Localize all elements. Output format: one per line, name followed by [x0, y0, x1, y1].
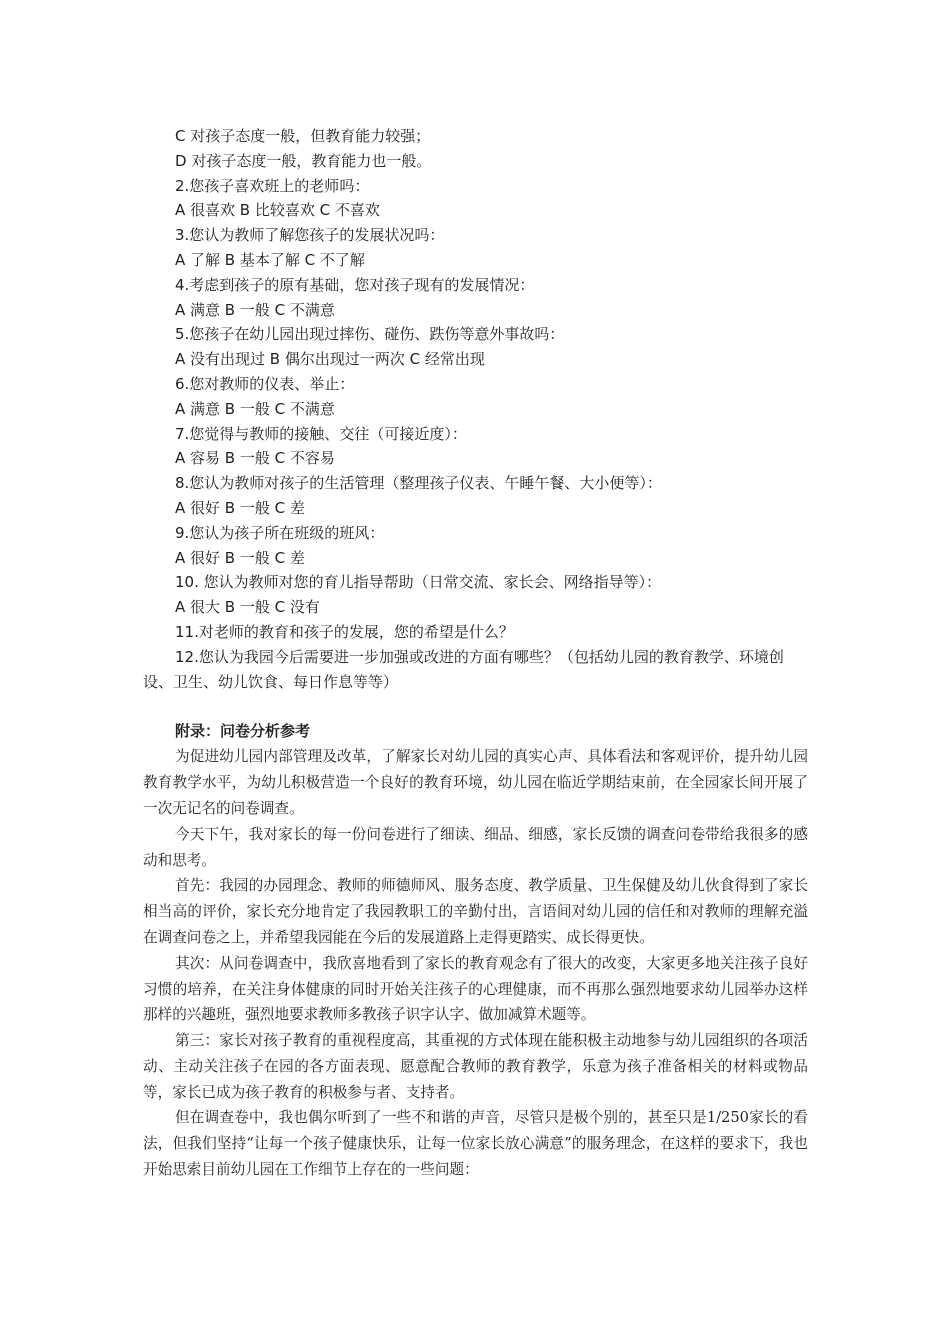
- question-line: 11.对老师的教育和孩子的发展，您的希望是什么？: [175, 622, 514, 641]
- question-line: 3.您认为教师了解您孩子的发展状况吗：: [175, 226, 445, 245]
- appendix-paragraph: 为促进幼儿园内部管理及改革，了解家长对幼儿园的真实心声、具体看法和客观评价，提升幼儿园教育教学水平，为幼儿积极营造一个良好的教育环境，幼儿园在临近学期结束前，在全园家长间开展了一次无记名的问卷调查。: [143, 748, 808, 817]
- appendix-paragraph: 但在调查卷中，我也偶尔听到了一些不和谐的声音，尽管只是极个别的，甚至只是1/250家长的看法，但我们坚持“让每一个孩子健康快乐，让每一位家长放心满意”的服务理念，在这样的要求下，我也开始思索目前幼儿园在工作细节上存在的一些问题：: [143, 1109, 808, 1179]
- appendix-title: 附录：问卷分析参考: [175, 722, 311, 741]
- appendix-paragraph: 第三：家长对孩子教育的重视程度高，其重视的方式体现在能积极主动地参与幼儿园组织的各项活动、主动关注孩子在园的各方面表现、愿意配合教师的教育教学，乐意为孩子准备相关的材料或物品等，家长已成为孩子教育的积极参与者、支持者。: [143, 1032, 808, 1101]
- question-line: 2.您孩子喜欢班上的老师吗：: [175, 176, 370, 195]
- option-line: A 很大 B 一般 C 没有: [175, 598, 320, 617]
- appendix-section: [143, 718, 808, 1183]
- question-line-12: 12.您认为我园今后需要进一步加强或改进的方面有哪些？（包括幼儿园的教育教学、环境创设、卫生、幼儿饮食、每日作息等等）: [143, 647, 784, 691]
- question-line: 10. 您认为教师对您的育儿指导帮助（日常交流、家长会、网络指导等）：: [175, 573, 662, 592]
- question-line: 6.您对教师的仪表、举止：: [175, 374, 355, 393]
- appendix-paragraph: 首先：我园的办园理念、教师的师德师风、服务态度、教学质量、卫生保健及幼儿伙食得到了家长相当高的评价，家长充分地肯定了我园教职工的辛勤付出，言语间对幼儿园的信任和对教师的理解充溢在调查问卷之上，并希望我园能在今后的发展道路上走得更踏实、成长得更快。: [143, 877, 808, 946]
- option-line: C 对孩子态度一般，但教育能力较强；: [175, 127, 431, 145]
- option-line: A 很好 B 一般 C 差: [175, 498, 305, 517]
- option-line: A 很喜欢 B 比较喜欢 C 不喜欢: [175, 201, 380, 220]
- question-line: 4.考虑到孩子的原有基础，您对孩子现有的发展情况：: [175, 275, 535, 294]
- appendix-paragraph: 今天下午，我对家长的每一份问卷进行了细读、细品、细感，家长反馈的调查问卷带给我很多的感动和思考。: [143, 825, 808, 869]
- section-gap: [143, 694, 808, 718]
- question-line: 5.您孩子在幼儿园出现过摔伤、碰伤、跌伤等意外事故吗：: [175, 325, 565, 344]
- option-line: A 很好 B 一般 C 差: [175, 548, 305, 567]
- option-line: D 对孩子态度一般，教育能力也一般。: [175, 151, 432, 170]
- document-body: [143, 124, 808, 1183]
- appendix-paragraph: 其次：从问卷调查中，我欣喜地看到了家长的教育观念有了很大的改变，大家更多地关注孩子良好习惯的培养，在关注身体健康的同时开始关注孩子的心理健康，而不再那么强烈地要求幼儿园举办这样那样的兴趣班，强烈地要求教师多教孩子识字认字、做加减算术题等。: [143, 954, 808, 1024]
- option-line: A 满意 B 一般 C 不满意: [175, 300, 335, 319]
- question-line: 7.您觉得与教师的接触、交往（可接近度）：: [175, 424, 467, 443]
- question-line: 9.您认为孩子所在班级的班风：: [175, 523, 385, 542]
- option-line: A 没有出现过 B 偶尔出现过一两次 C 经常出现: [175, 350, 485, 369]
- option-line: A 容易 B 一般 C 不容易: [175, 449, 335, 468]
- question-line: 8.您认为教师对孩子的生活管理（整理孩子仪表、午睡午餐、大小便等）：: [175, 474, 662, 493]
- option-line: A 满意 B 一般 C 不满意: [175, 399, 335, 418]
- option-line: A 了解 B 基本了解 C 不了解: [175, 250, 365, 269]
- question-list: [143, 124, 808, 694]
